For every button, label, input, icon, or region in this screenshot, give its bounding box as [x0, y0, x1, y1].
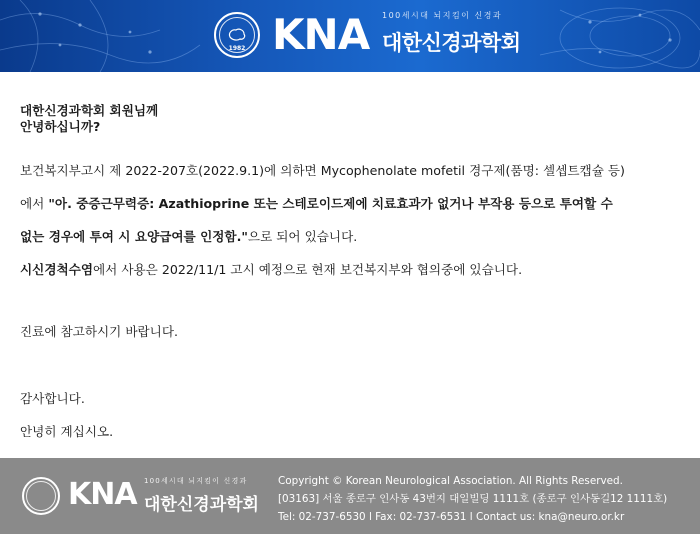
nmosd-term: 시신경척수염 — [20, 262, 93, 277]
greeting-line-2: 안녕하십니까? — [20, 119, 101, 134]
footer-copyright: Copyright © Korean Neurological Association. All Rights Reserved. — [278, 475, 623, 487]
closing-thanks: 감사합니다. — [20, 391, 85, 406]
greeting-line-1: 대한신경과학회 회원님께 — [20, 103, 159, 118]
footer — [0, 458, 700, 534]
association-seal-icon — [214, 12, 260, 58]
header-tagline: 100세시대 뇌지킴이 신경과 — [382, 11, 503, 20]
paragraph-criteria-1 — [20, 193, 613, 212]
footer-address: [03163] 서울 종로구 인사동 43번지 대일빌딩 1111호 (종로구 인사동길12 1111호) — [278, 493, 668, 505]
footer-contact[interactable]: Tel: 02-737-6530 l Fax: 02-737-6531 l Contact us: kna@neuro.or.kr — [278, 511, 625, 523]
header-logo[interactable] — [214, 10, 521, 60]
criteria-suffix: 으로 되어 있습니다. — [247, 229, 358, 244]
paragraph-criteria-2 — [20, 226, 357, 245]
footer-logo[interactable] — [22, 476, 268, 516]
nmosd-text: 에서 사용은 2022/11/1 고시 예정으로 현재 보건복지부와 협의중에 있습니다. — [93, 262, 523, 277]
logo-wordmark: KNA — [272, 10, 370, 59]
paragraph-nmosd — [20, 259, 522, 278]
footer-info — [278, 472, 667, 526]
footer-tagline: 100세시대 뇌지킴이 신경과 — [144, 477, 248, 485]
header-banner — [0, 0, 700, 72]
paragraph-reference: 진료에 참고하시기 바랍니다. — [20, 324, 178, 339]
criteria-bold-1: "아. 중증근무력증: Azathioprine 또는 스테로이드제에 치료효과가 없거나 부작용 등으로 투여할 수 — [48, 196, 613, 211]
footer-logo-wordmark: KNA — [68, 477, 137, 512]
criteria-prefix: 에서 — [20, 196, 49, 211]
closing-farewell: 안녕히 계십시오. — [20, 424, 114, 439]
letter-greeting — [20, 103, 680, 135]
footer-seal-icon — [22, 477, 60, 515]
paragraph-notice: 보건복지부고시 제 2022-207호(2022.9.1)에 의하면 Mycophenolate mofetil 경구제(품명: 셀셉트캡슐 등) — [20, 163, 625, 178]
footer-organization-name: 대한신경과학회 — [144, 495, 259, 515]
criteria-bold-2: 없는 경우에 투여 시 요양급여를 인정함." — [20, 229, 248, 244]
seal-year: 1982 — [228, 45, 246, 52]
organization-name: 대한신경과학회 — [382, 31, 521, 55]
